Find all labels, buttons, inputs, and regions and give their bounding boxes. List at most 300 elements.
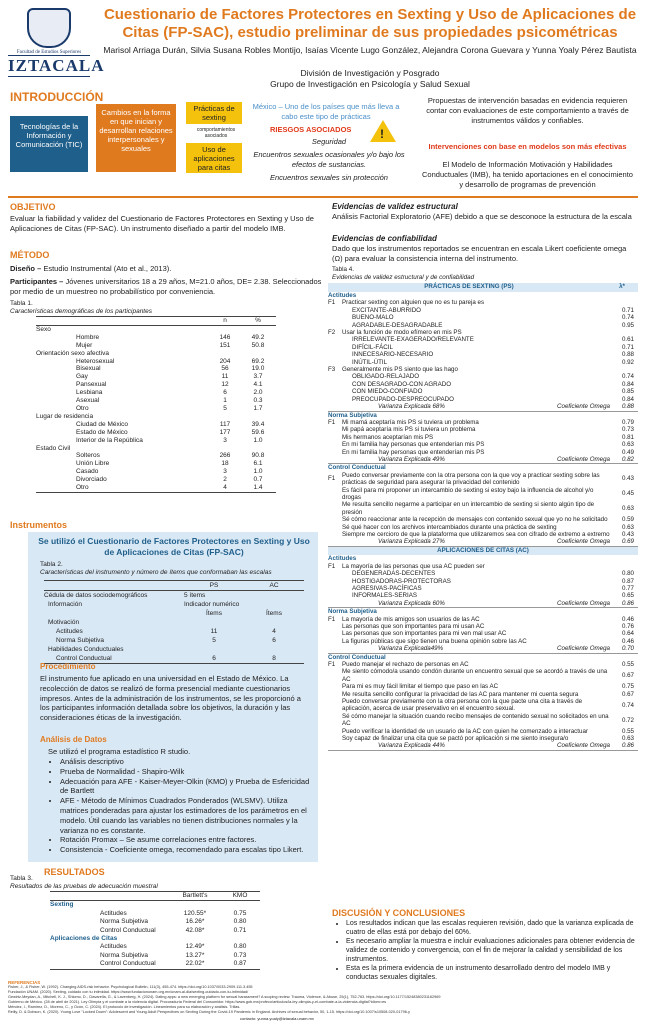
cell-pct [240, 325, 276, 333]
dating-apps-box: Uso de aplicaciones para citas [186, 143, 242, 173]
references-heading: REFERENCIAS [8, 980, 41, 985]
tic-box: Tecnologías de la Información y Comunicación (TIC) [10, 116, 88, 172]
row-label: Norma Subjetiva [100, 951, 149, 959]
reference-item: Fisher, J., & Fisher, W. (1992). Changing AIDS-risk behavior. Psychological Bulletin, 111(3), 455-474. https://doi.org/10.1037/0033-2909.111.3.455 [8, 985, 253, 989]
table-row [36, 358, 276, 366]
item-text: Es fácil para mi proponer un intercambio de sexting si estoy bajo la influencia de alcohol y/o drogas [342, 486, 594, 501]
references [8, 980, 638, 1015]
table-row [328, 396, 638, 403]
row-label: Asexual [76, 397, 100, 405]
cell-n: 6 [223, 389, 227, 397]
table-header-label: PRÁCTICAS DE SEXTING (PS) [328, 283, 610, 292]
cell-pct [240, 413, 276, 421]
factor-label [328, 396, 340, 403]
item-text: DEGENERADAS-DECENTES [352, 570, 436, 578]
col-n: n [210, 317, 240, 326]
row-label: Lugar de residencia [36, 412, 94, 420]
table-header-row [328, 283, 638, 292]
row-label: Heterosexual [76, 357, 115, 365]
factor-label [328, 351, 340, 358]
reliability-heading: Evidencias de confiabilidad [332, 234, 437, 243]
factor-label [328, 322, 340, 329]
cell-bartlett: 12.49* [185, 943, 205, 951]
loading-value: 0.77 [621, 584, 634, 592]
omega-value: 0.69 [621, 538, 634, 546]
table-row [328, 592, 638, 599]
table-row [328, 563, 638, 570]
structural-validity-heading: Evidencias de validez estructural [332, 202, 458, 211]
row-label: Pansexual [76, 381, 107, 389]
table1-caption [10, 300, 328, 316]
table-row [328, 691, 638, 698]
adequacy-table [50, 891, 260, 970]
factor-label [328, 638, 340, 645]
table-row [328, 698, 638, 713]
exclamation-icon: ! [380, 127, 384, 141]
factor-label [328, 683, 340, 690]
row-label: Orientación sexo afectiva [36, 349, 109, 357]
factor-label [328, 592, 340, 599]
poster-title: Cuestionario de Factores Protectores en Sexting y Uso de Aplicaciones de Citas (FP-SAC), estudio preliminar de sus propiedades psicométricas [103, 6, 637, 41]
factor-label: F1 [328, 475, 336, 483]
table-row [50, 935, 260, 943]
cell-n: 151 [219, 341, 231, 349]
cell-kmo: 0.80 [233, 918, 247, 926]
factor-label [328, 388, 340, 395]
item-text: Me resulta sencillo configurar la privacidad de las AC para mantener mi cuenta segura [342, 690, 579, 698]
cell-n: 177 [219, 428, 231, 436]
row-label: Cédula de datos sociodemográficos [44, 592, 148, 599]
factor-label: F1 [328, 418, 336, 426]
item-text: PREOCUPADO-DESPREOCUPADO [352, 395, 454, 403]
factor-label: F2 [328, 329, 336, 337]
cell-n: 56 [221, 365, 229, 373]
item-text: Usar la función de modo efímero en mis PS [342, 329, 462, 337]
cell-ac: Ítems [266, 610, 282, 617]
table-row [328, 403, 638, 411]
loading-value: 0.63 [621, 505, 634, 513]
cell-n [210, 350, 240, 358]
table-row [328, 531, 638, 538]
loading-value: 0.67 [621, 690, 634, 698]
omega-label: Coeficiente Omega [557, 403, 610, 411]
factor-label [328, 336, 340, 343]
reference-item: Méndez, I., Ramírez, D., Moreno, C., y Ocón, C. (2024). El protocolo de investigación. Lineamientos para su elaboración y análisis. Trillas. [8, 1005, 241, 1009]
cell-pct [240, 445, 276, 453]
procedure-text: El instrumento fue aplicado en una universidad en el Estado de México. La recolección de datos se realizó de forma presencial mediante cuestionarios impresos. Antes de la administración de los instrumentos, se les proporcionó a los participantes información detallada sobre los objetivos, la duración y las consideraciones éticas de la investigación. [40, 674, 301, 723]
row-label: Lesbiana [76, 389, 103, 397]
table-row [36, 373, 276, 381]
cell-pct: 19.0 [251, 365, 265, 373]
item-text: BUENO-MALO [352, 314, 394, 322]
table-row [44, 609, 304, 618]
factor-label [328, 501, 340, 516]
factor-label [328, 344, 340, 351]
loading-value: 0.85 [621, 388, 634, 396]
cell-pct [240, 350, 276, 358]
factor-label [328, 307, 340, 314]
table-row [36, 350, 276, 358]
table-row [328, 600, 638, 608]
table-header-label: APLICACIONES DE CITAS (AC) [328, 546, 638, 555]
table-row [328, 683, 638, 690]
table2-caption [40, 561, 310, 577]
loading-value [610, 366, 638, 373]
subscale-label: Actitudes [328, 292, 357, 299]
table-row [328, 322, 638, 329]
loading-value: 0.43 [621, 531, 634, 538]
table-row [50, 918, 260, 926]
table-row [50, 901, 260, 910]
factor-label [328, 698, 340, 713]
row-label: Motivación [48, 619, 80, 626]
table3-caption [10, 875, 260, 891]
discussion-item: • Es necesario ampliar la muestra e incluir evaluaciones adicionales para obtener evidencia de validez de contenido y convergencia, con el fin de mejorar la calidad y sensibilidad de los instrumentos. [346, 937, 636, 964]
factor-label [328, 381, 340, 388]
omega-value: 0.86 [621, 742, 634, 750]
instrument-title: Se utilizó el Cuestionario de Factores Protectores en Sexting y Uso de Aplicaciones de Citas (FP-SAC) [38, 536, 310, 557]
table-row [36, 429, 276, 437]
table-row [328, 516, 638, 523]
cell-pct: 49.2 [251, 333, 265, 341]
risk-item: Encuentros sexuales ocasionales y/o bajo los efectos de sustancias. [253, 150, 405, 169]
cell-n: 18 [221, 460, 229, 468]
loading-value: 0.84 [621, 395, 634, 403]
analysis-intro: Se utilizó el programa estadístico R studio. [48, 747, 191, 756]
sexting-practices-box: Prácticas de sexting [186, 102, 242, 124]
item-text: Mis hermanos aceptarían mis PS [342, 433, 434, 441]
cell-kmo: 0.80 [233, 943, 247, 951]
table-row [328, 419, 638, 426]
table-row [328, 742, 638, 750]
table-row [36, 468, 276, 476]
department [100, 68, 640, 90]
loading-value: 0.95 [621, 321, 634, 329]
unam-fes-iztacala-logo [8, 8, 105, 86]
row-label: Norma Subjetiva [56, 637, 105, 644]
table-row [328, 336, 638, 343]
table-row [328, 653, 638, 661]
omega-value: 0.86 [621, 599, 634, 607]
loading-value: 0.79 [621, 418, 634, 426]
table-row [36, 397, 276, 405]
table-row [328, 373, 638, 380]
row-label: Control Conductual [100, 926, 156, 934]
instrument-table [44, 580, 304, 664]
loading-value: 0.71 [621, 343, 634, 351]
objective-text: Evaluar la fiabilidad y validez del Cuestionario de Factores Protectores en Sexting y Uso de Aplicaciones de Citas (FP-SAC). Un instrumento diseñado a partir del modelo IMB. [10, 214, 314, 233]
table-row [36, 476, 276, 484]
row-label: Otro [36, 484, 210, 492]
table-row [328, 366, 638, 373]
results-heading: RESULTADOS [44, 867, 105, 877]
table-header-row [328, 546, 638, 555]
row-label: Control Conductual [100, 960, 156, 968]
cell-ps: Ítems [206, 610, 222, 617]
loading-value: 0.84 [621, 380, 634, 388]
cell-n: 3 [223, 468, 227, 476]
item-text: AGRADABLE-DESAGRADABLE [352, 321, 443, 329]
row-label: Sexo [36, 325, 51, 333]
loading-value [610, 299, 638, 306]
row-label: Actitudes [100, 909, 127, 917]
table-row [44, 600, 304, 609]
logo-iztacala-text: IZTACALA [8, 56, 105, 75]
group-label: Sexting [50, 901, 74, 909]
analysis-item: • Rotación Promax – Se asume correlaciones entre factores. [60, 835, 310, 845]
factor-label [328, 426, 340, 433]
table-row [36, 421, 276, 429]
contact-email: contacto: yunna.yoaly@iztacala.unam.mx [240, 1016, 314, 1021]
row-label: Habilidades Conductuales [48, 646, 124, 653]
analysis-item: • Consistencia - Coeficiente omega, recomendado para escalas tipo Likert. [60, 845, 310, 855]
item-text: Las personas que son importantes para mi usan AC [342, 622, 485, 630]
row-label [44, 609, 184, 618]
table-row [36, 484, 276, 492]
omega-label: Coeficiente Omega [557, 645, 610, 653]
table-row [328, 645, 638, 653]
design-label: Diseño – [10, 264, 42, 273]
imb-model-text: El Modelo de Información Motivación y Habilidades Conductuales (IMB), ha tenido aportaciones en el conocimiento y desarrollo de programas de prevención [422, 160, 633, 189]
item-text: En mi familia hay personas que entenderían mis PS [342, 441, 485, 449]
risk-item: Encuentros sexuales sin protección [270, 173, 388, 182]
mexico-statement: México – Uno de los países que más lleva a cabo este tipo de prácticas [252, 102, 400, 121]
row-label: Información [48, 601, 82, 608]
loading-value: 0.87 [621, 577, 634, 585]
cell-pct: 90.8 [251, 452, 265, 460]
loading-value: 0.45 [621, 490, 634, 498]
table3-number: Tabla 3. [10, 875, 33, 882]
table-row [36, 445, 276, 453]
item-text: INÚTIL-ÚTIL [352, 358, 388, 366]
cell-pct: 1.7 [253, 404, 263, 412]
row-label: Ciudad de México [76, 420, 129, 428]
row-label: Mujer [76, 341, 93, 349]
loading-value: 0.74 [621, 314, 634, 322]
group-label: Aplicaciones de Citas [50, 935, 118, 943]
table-row [328, 578, 638, 585]
table-row [36, 413, 276, 421]
factor-label [328, 623, 340, 630]
cell-kmo: 0.73 [233, 951, 247, 959]
col-ac: AC [269, 582, 279, 589]
table-row [328, 299, 638, 306]
factor-label [328, 441, 340, 448]
factor-label [328, 735, 340, 742]
table-row [50, 910, 260, 918]
method-heading: MÉTODO [10, 250, 50, 260]
item-text: Practicar sexting con alguien que no es tu pareja es [342, 299, 485, 307]
item-text: Me resulta sencillo negarme a participar en un intercambio de sexting si siento algún tipo de presión [342, 501, 595, 516]
explained-variance: Varianza Explicada 60% [378, 599, 445, 607]
design-value: Estudio Instrumental (Ato et al., 2013). [41, 264, 172, 273]
cell-kmo [220, 901, 260, 910]
cell-ps: 6 [212, 655, 216, 662]
risks-heading: RIESGOS ASOCIADOS [270, 125, 352, 134]
participants-text [10, 277, 328, 296]
table-row [328, 638, 638, 645]
loading-value: 0.88 [621, 351, 634, 359]
factor-label: F1 [328, 615, 336, 623]
item-text: Sé cómo manejar la situación cuando recibo mensajes de contenido sexual no solicitados en una AC [342, 712, 609, 728]
item-text: CON MIEDO-CONFIADO [352, 388, 423, 396]
discussion-item: • Los resultados indican que las escalas requieren revisión, dado que la varianza explicada de cuatro de ellas está por debajo del 60%. [346, 919, 636, 937]
col-ps: PS [209, 582, 219, 589]
loading-value: 0.72 [621, 716, 634, 724]
factor-label: F1 [328, 299, 336, 307]
reliability-text: Dado que los instrumentos reportados se encuentran en escala Likert coeficiente omega (Ω) para evaluar la consistencia interna del instrumento. [332, 244, 627, 263]
omega-value: 0.82 [621, 455, 634, 463]
cell-pct: 3.7 [253, 373, 263, 381]
item-text: IRRELEVANTE-EXAGERADO/RELEVANTE [352, 336, 474, 344]
factor-label [328, 570, 340, 577]
item-text: CON DESAGRADO-CON AGRADO [352, 380, 452, 388]
loading-value: 0.46 [621, 637, 634, 645]
cell-kmo: 0.75 [233, 909, 247, 917]
omega-label: Coeficiente Omega [557, 455, 610, 463]
table-row [44, 591, 304, 601]
loading-value: 0.74 [621, 701, 634, 709]
row-label: Actitudes [56, 628, 83, 635]
validity-table [328, 283, 638, 751]
cell-pct: 39.4 [251, 420, 265, 428]
row-label: Solteros [76, 452, 100, 460]
loading-value: 0.43 [621, 475, 634, 483]
item-text: En mi familia hay personas que entenderían mis PS [342, 448, 485, 456]
loading-value: 0.63 [621, 523, 634, 531]
table-row [328, 351, 638, 358]
loading-value: 0.46 [621, 615, 634, 623]
table4-title: Evidencias de validez estructural y de confiabilidad [332, 274, 475, 281]
cell-pct: 6.1 [253, 460, 263, 468]
table2-title: Características del instrumento y número de ítems que conformaban las escalas [40, 569, 272, 576]
table-row [328, 735, 638, 742]
analysis-item: • AFE - Método de Mínimos Cuadrados Ponderados (WLSMV). Utiliza matrices ponderadas para ajustar los estimadores de los parámetros en el modelo. Útil cuando las variables no tienen distribuciones normales y la varianza no es constante. [60, 796, 310, 835]
item-text: Sé cómo reaccionar ante la recepción de mensajes con contenido sexual que yo no he solicitado [342, 516, 608, 524]
table1-title: Características demográficas de los participantes [10, 308, 152, 315]
col-bartlett: Bartlett's [182, 892, 208, 899]
table-row [36, 342, 276, 350]
cell-ps: Indicador numérico [184, 601, 240, 608]
item-text: DIFÍCIL-FÁCIL [352, 343, 393, 351]
structural-validity-text: Análisis Factorial Exploratorio (AFE) debido a que se desconoce la estructura de la escala [332, 212, 632, 221]
cell-ac: 6 [272, 637, 276, 644]
cell-ps: 5 [212, 637, 216, 644]
cell-n [210, 325, 240, 333]
table-row [36, 334, 276, 342]
department-group: Grupo de Investigación en Psicología y Salud Sexual [270, 79, 470, 89]
table-row [36, 405, 276, 413]
explained-variance: Varianza Explicada 44% [378, 742, 445, 750]
loading-value: 0.65 [621, 592, 634, 600]
subscale-label: Actitudes [328, 555, 357, 563]
table-row [328, 487, 638, 502]
loading-value: 0.61 [621, 336, 634, 344]
cell-n: 11 [221, 373, 229, 381]
loading-value: 0.59 [621, 516, 634, 524]
subscale-label: Control Conductual [328, 653, 386, 661]
row-label: Unión Libre [76, 460, 110, 468]
table-row [328, 344, 638, 351]
loading-value: 0.75 [621, 683, 634, 691]
cell-pct: 1.0 [253, 468, 263, 476]
analysis-list [48, 757, 310, 855]
table-row [328, 524, 638, 531]
design-text [10, 264, 328, 274]
loading-value [610, 329, 638, 336]
item-text: EXCITANTE-ABURRIDO [352, 306, 421, 314]
factor-label [328, 713, 340, 728]
associated-behaviors-label: comportamientos asociados [196, 127, 236, 139]
discussion-heading: DISCUSIÓN Y CONCLUSIONES [332, 908, 466, 918]
table-row [328, 411, 638, 419]
table-row [44, 627, 304, 636]
objective-heading: OBJETIVO [10, 202, 56, 212]
table-row [328, 661, 638, 668]
table-row [328, 292, 638, 299]
table3-title: Resultados de las pruebas de adecuación muestral [10, 883, 158, 890]
loading-value: 0.80 [621, 570, 634, 578]
table-row [36, 437, 276, 445]
cell-pct: 0.3 [253, 397, 263, 405]
loading-value: 0.71 [621, 306, 634, 314]
cell-n: 117 [219, 420, 231, 428]
table-row [36, 365, 276, 373]
col-pct: % [240, 317, 276, 326]
omega-label: Coeficiente Omega [557, 538, 610, 546]
table-row [50, 952, 260, 960]
loading-value: 0.49 [621, 448, 634, 456]
table-row [328, 668, 638, 683]
risks-list [244, 137, 414, 186]
explained-variance: Varianza Explicada 27% [378, 538, 445, 546]
loading-value: 0.63 [621, 441, 634, 449]
risk-item: Seguridad [311, 137, 347, 146]
factor-label [328, 630, 340, 637]
item-text: INFORMALES-SERIAS [352, 592, 417, 600]
cell-kmo: 0.71 [233, 926, 247, 934]
cell-ac: 4 [272, 628, 276, 635]
item-text: Sé qué hacer con los archivos intercambiados durante una práctica de sexting [342, 523, 557, 531]
factor-label [328, 728, 340, 735]
demographics-table [36, 316, 276, 493]
table-row [328, 570, 638, 577]
cell-n [210, 413, 240, 421]
item-text: HOSTIGADORAS-PROTECTORAS [352, 577, 451, 585]
procedure-heading: Procedimiento [40, 662, 96, 671]
reference-item: Gobierno de México. (28 de abril de 2021). Ley Olimpia y el combate a la violencia digital. Procuraduría Federal del Consumidor. https://www.gob.mx/profeco/articulos/la-ley-olimpia-y-el-combate-a-la-violencia-digital?idiom=es [8, 1000, 387, 1004]
cell-n: 3 [223, 436, 227, 444]
cell-bartlett: 13.27* [185, 951, 205, 959]
table-row [328, 449, 638, 456]
factor-label: F1 [328, 562, 336, 570]
omega-label: Coeficiente Omega [557, 599, 610, 607]
loading-value: 0.81 [621, 433, 634, 441]
item-text: Puedo conversar previamente con la otra persona con la que pacte una cita a través de aplicación, acerca de usar preservativo en el encuentro sexual. [342, 698, 583, 713]
table-row [328, 464, 638, 472]
participants-value: Jóvenes universitarios 18 a 29 años, M=21.0 años, DE= 2.38. Seleccionados por medio de un muestreo no probabilístico por conveniencia. [10, 277, 322, 296]
item-text: AGRESIVAS-PACÍFICAS [352, 584, 422, 592]
discussion-item: • Esta es la primera evidencia de un instrumento desarrollado dentro del modelo IMB y conductas sexuales digitales. [346, 964, 636, 982]
factor-label [328, 434, 340, 441]
loading-value: 0.76 [621, 622, 634, 630]
table-row [328, 472, 638, 487]
item-text: La mayoría de mis amigos son usuarios de las AC [342, 615, 480, 623]
subscale-label: Norma Subjetiva [328, 411, 377, 419]
row-label: Estado de México [76, 428, 128, 436]
cell-ps [184, 645, 244, 654]
table-row [36, 325, 276, 333]
